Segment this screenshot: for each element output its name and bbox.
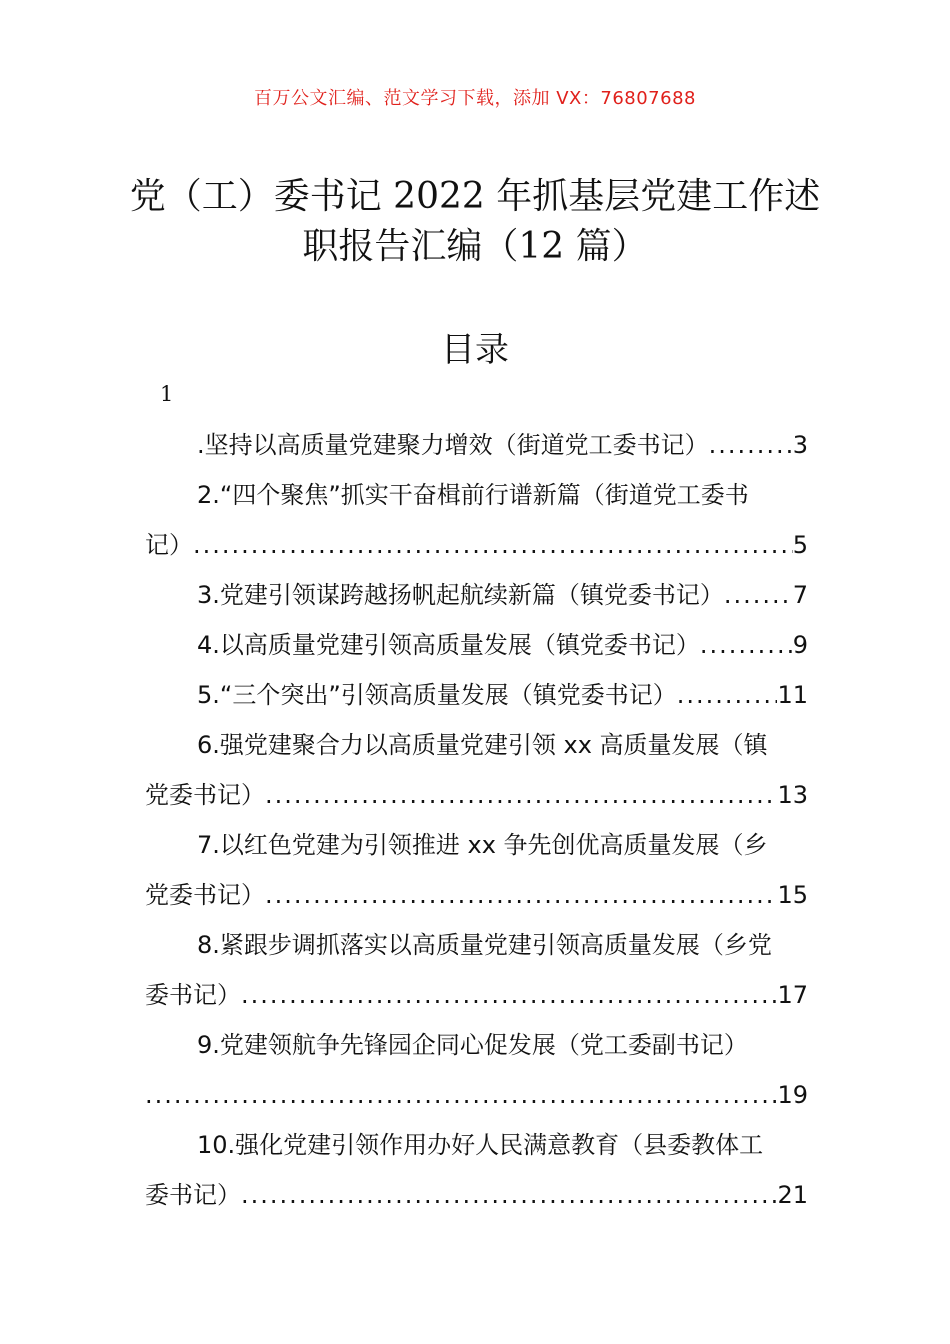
toc-entry-9[interactable] [145,1020,808,1070]
toc-entry-8[interactable] [145,920,808,970]
toc-entry-title-cont: 委书记） [145,1181,241,1209]
toc-entry-title: 8.紧跟步调抓落实以高质量党建引领高质量发展（乡党 [197,931,772,959]
toc-entry-4[interactable] [145,620,808,670]
toc-page-number: 7 [792,581,808,609]
toc-entry-1[interactable] [145,420,808,470]
toc-entry-6[interactable] [145,720,808,770]
leader-dots [700,620,793,670]
leader-dots [241,1170,777,1220]
leader-dots [241,970,777,1020]
toc-page-number: 21 [777,1181,808,1209]
stray-page-marker: 1 [160,382,174,406]
toc-page-number: 3 [792,431,808,459]
toc-page-number: 9 [792,631,808,659]
toc-entry-title: .坚持以高质量党建聚力增效（街道党工委书记） [197,431,709,459]
toc-entry-2-cont[interactable] [145,520,808,570]
toc-entry-10-cont[interactable] [145,1170,808,1220]
table-of-contents [145,420,808,1220]
toc-entry-title-cont: 党委书记） [145,881,265,909]
toc-entry-title: 7.以红色党建为引领推进 xx 争先创优高质量发展（乡 [197,831,768,859]
toc-entry-title: 3.党建引领谋跨越扬帆起航续新篇（镇党委书记） [197,581,724,609]
toc-page-number: 17 [777,981,808,1009]
toc-entry-7[interactable] [145,820,808,870]
toc-page-number: 19 [777,1081,808,1109]
toc-entry-8-cont[interactable] [145,970,808,1020]
leader-dots [265,870,777,920]
toc-entry-7-cont[interactable] [145,870,808,920]
toc-page-number: 5 [792,531,808,559]
toc-entry-10[interactable] [145,1120,808,1170]
toc-entry-6-cont[interactable] [145,770,808,820]
leader-dots [265,770,777,820]
toc-entry-2[interactable] [145,470,808,520]
toc-entry-title: 9.党建领航争先锋园企同心促发展（党工委副书记） [197,1031,748,1059]
toc-entry-3[interactable] [145,570,808,620]
document-title-line-2: 职报告汇编（12 篇） [302,226,648,267]
leader-dots [145,1070,777,1120]
toc-heading: 目录 [441,330,509,370]
leader-dots [677,670,778,720]
toc-page-number: 11 [777,681,808,709]
leader-dots [724,570,793,620]
leader-dots [193,520,793,570]
toc-page-number: 13 [777,781,808,809]
toc-entry-9-cont[interactable] [145,1070,808,1120]
toc-entry-title: 5.“三个突出”引领高质量发展（镇党委书记） [197,681,677,709]
toc-entry-title-cont: 党委书记） [145,781,265,809]
document-title-line-1: 党（工）委书记 2022 年抓基层党建工作述 [129,176,821,217]
toc-entry-5[interactable] [145,670,808,720]
promo-header: 百万公文汇编、范文学习下载，添加 VX：76807688 [254,88,696,109]
toc-entry-title: 10.强化党建引领作用办好人民满意教育（县委教体工 [197,1131,764,1159]
toc-entry-title-cont: 记） [145,531,193,559]
toc-entry-title-cont: 委书记） [145,981,241,1009]
toc-page-number: 15 [777,881,808,909]
toc-entry-title: 2.“四个聚焦”抓实干奋楫前行谱新篇（街道党工委书 [197,481,749,509]
leader-dots [709,420,793,470]
toc-entry-title: 4.以高质量党建引领高质量发展（镇党委书记） [197,631,700,659]
toc-entry-title: 6.强党建聚合力以高质量党建引领 xx 高质量发展（镇 [197,731,768,759]
